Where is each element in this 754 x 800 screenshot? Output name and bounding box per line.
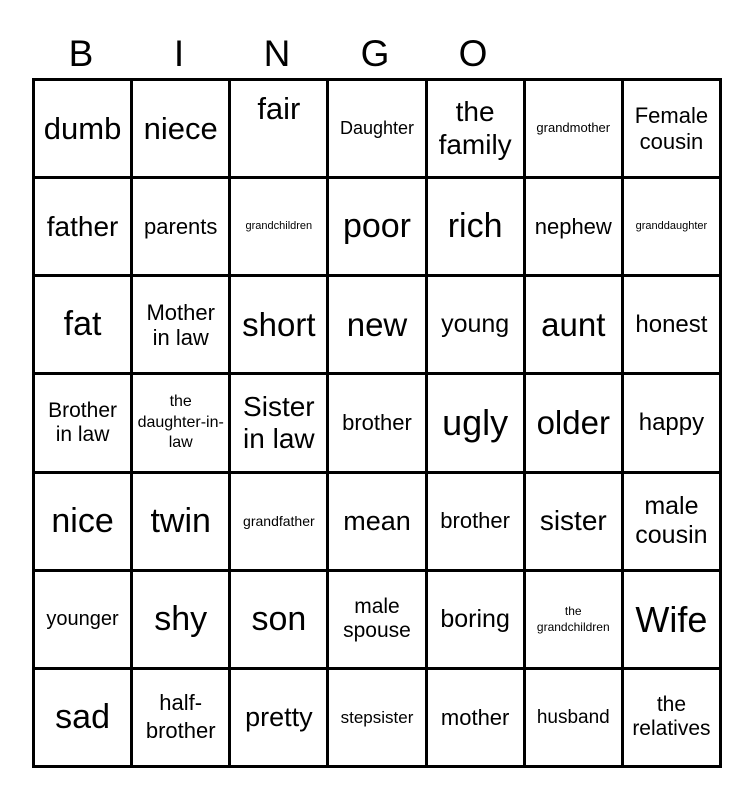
cell-text: nice bbox=[51, 501, 114, 540]
bingo-cell[interactable] bbox=[624, 81, 719, 176]
cell-text: parents bbox=[144, 214, 218, 240]
cell-text: Mother in law bbox=[146, 299, 215, 350]
cell-text: younger bbox=[46, 607, 119, 630]
header-letter-b: B bbox=[68, 33, 94, 74]
header-letter-g: G bbox=[360, 33, 390, 74]
bingo-cell[interactable] bbox=[428, 572, 523, 667]
bingo-cell[interactable] bbox=[428, 81, 523, 176]
cell-text: poor bbox=[342, 207, 412, 246]
header-letter-i: I bbox=[173, 33, 185, 74]
bingo-cell[interactable] bbox=[133, 670, 228, 765]
bingo-cell[interactable] bbox=[329, 277, 424, 372]
cell-text: husband bbox=[536, 706, 610, 728]
cell-text: stepsister bbox=[340, 707, 414, 727]
bingo-cell[interactable] bbox=[231, 375, 326, 470]
bingo-cell[interactable] bbox=[526, 375, 621, 470]
cell-text: nephew bbox=[534, 214, 612, 240]
cell-text: granddaughter bbox=[635, 220, 708, 233]
bingo-cell[interactable] bbox=[526, 474, 621, 569]
cell-text: father bbox=[46, 210, 119, 242]
bingo-cell[interactable] bbox=[231, 179, 326, 274]
bingo-cell[interactable] bbox=[35, 277, 130, 372]
bingo-cell[interactable] bbox=[624, 670, 719, 765]
bingo-cell[interactable] bbox=[428, 670, 523, 765]
bingo-cell[interactable] bbox=[35, 474, 130, 569]
header-letter-o: O bbox=[458, 33, 488, 74]
bingo-cell[interactable] bbox=[428, 179, 523, 274]
cell-text: male cousin bbox=[635, 492, 708, 550]
cell-text: rich bbox=[447, 207, 503, 246]
bingo-cell[interactable] bbox=[624, 179, 719, 274]
cell-text: fair bbox=[257, 91, 301, 126]
cell-text: Wife bbox=[635, 598, 708, 640]
cell-text: the daughter-in-law bbox=[137, 392, 224, 452]
bingo-cell[interactable] bbox=[133, 179, 228, 274]
cell-text: half-brother bbox=[145, 689, 216, 744]
bingo-cell[interactable] bbox=[526, 81, 621, 176]
bingo-cell[interactable] bbox=[35, 375, 130, 470]
cell-text: sad bbox=[55, 697, 110, 736]
bingo-cell[interactable] bbox=[231, 572, 326, 667]
cell-text: sister bbox=[539, 505, 607, 537]
cell-text: aunt bbox=[541, 305, 606, 343]
cell-text: ugly bbox=[442, 402, 509, 444]
cell-text: boring bbox=[440, 604, 510, 633]
bingo-cell[interactable] bbox=[624, 277, 719, 372]
bingo-cell[interactable] bbox=[133, 474, 228, 569]
cell-text: the grandchildren bbox=[536, 604, 610, 635]
cell-text: the relatives bbox=[632, 693, 711, 741]
bingo-cell[interactable] bbox=[428, 375, 523, 470]
cell-text: Daughter bbox=[339, 118, 415, 139]
bingo-cell[interactable] bbox=[624, 474, 719, 569]
bingo-cell[interactable] bbox=[329, 81, 424, 176]
bingo-cell[interactable] bbox=[428, 277, 523, 372]
bingo-cell[interactable] bbox=[526, 179, 621, 274]
cell-text: brother bbox=[342, 410, 412, 436]
cell-text: mean bbox=[343, 505, 411, 536]
cell-text: niece bbox=[143, 110, 218, 146]
bingo-cell[interactable] bbox=[133, 375, 228, 470]
bingo-cell[interactable] bbox=[329, 179, 424, 274]
bingo-cell[interactable] bbox=[231, 474, 326, 569]
cell-text: young bbox=[441, 310, 510, 339]
cell-text: Sister in law bbox=[243, 390, 315, 454]
bingo-cell[interactable] bbox=[329, 572, 424, 667]
bingo-cell[interactable] bbox=[133, 572, 228, 667]
bingo-cell[interactable] bbox=[526, 670, 621, 765]
bingo-cell[interactable] bbox=[35, 179, 130, 274]
bingo-cell[interactable] bbox=[329, 474, 424, 569]
cell-text: short bbox=[242, 305, 316, 343]
bingo-cell[interactable] bbox=[35, 572, 130, 667]
bingo-cell[interactable] bbox=[526, 277, 621, 372]
cell-text: fat bbox=[63, 305, 102, 344]
cell-text: male spouse bbox=[343, 595, 411, 643]
cell-text: pretty bbox=[245, 701, 313, 732]
cell-text: Female cousin bbox=[634, 103, 709, 154]
bingo-cell[interactable] bbox=[133, 277, 228, 372]
bingo-cell[interactable] bbox=[329, 375, 424, 470]
cell-text: new bbox=[346, 305, 408, 343]
bingo-cell[interactable] bbox=[329, 670, 424, 765]
cell-text: happy bbox=[638, 409, 705, 437]
cell-text: twin bbox=[150, 501, 211, 540]
cell-text: older bbox=[536, 404, 610, 442]
bingo-cell[interactable] bbox=[231, 670, 326, 765]
cell-text: grandmother bbox=[536, 120, 611, 136]
bingo-cell[interactable] bbox=[35, 670, 130, 765]
cell-text: grandfather bbox=[243, 513, 315, 530]
cell-text: shy bbox=[154, 599, 208, 638]
bingo-cell[interactable] bbox=[35, 81, 130, 176]
bingo-header bbox=[32, 30, 522, 78]
header-letter-n: N bbox=[263, 33, 291, 74]
bingo-cell[interactable] bbox=[624, 375, 719, 470]
cell-text: Brother in law bbox=[48, 398, 117, 446]
bingo-cell[interactable] bbox=[133, 81, 228, 176]
bingo-cell[interactable] bbox=[526, 572, 621, 667]
cell-text: dumb bbox=[43, 110, 122, 146]
bingo-cell[interactable] bbox=[231, 81, 326, 176]
bingo-cell[interactable] bbox=[428, 474, 523, 569]
cell-text: mother bbox=[440, 704, 510, 730]
bingo-board bbox=[32, 78, 722, 768]
bingo-cell[interactable] bbox=[624, 572, 719, 667]
cell-text: the family bbox=[438, 96, 512, 160]
cell-text: son bbox=[251, 599, 307, 638]
cell-text: honest bbox=[635, 311, 708, 339]
cell-text: brother bbox=[440, 508, 510, 534]
bingo-cell[interactable] bbox=[231, 277, 326, 372]
cell-text: grandchildren bbox=[245, 220, 313, 233]
